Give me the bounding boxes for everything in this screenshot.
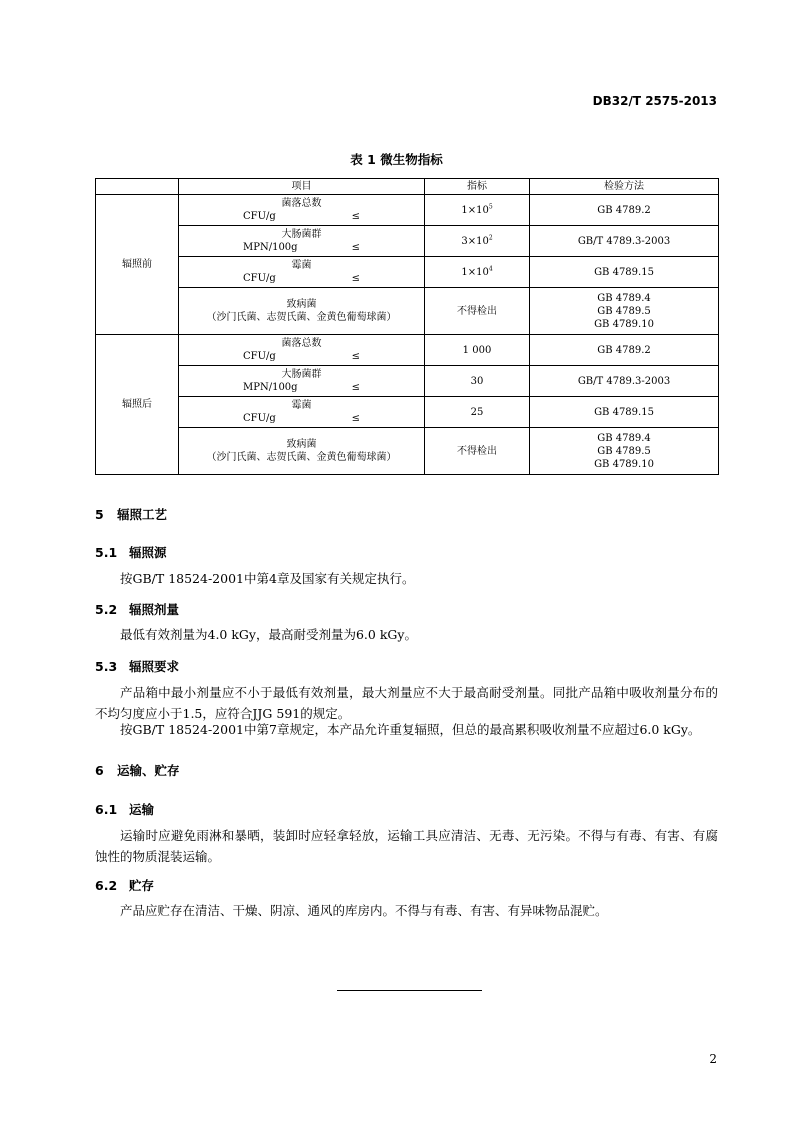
item-name: 大肠菌群 [281, 229, 322, 240]
section-heading-6: 6 运输、贮存 [95, 763, 180, 778]
section-heading-5-3: 5.3 辐照要求 [95, 659, 180, 674]
item-operator: ≤ [351, 211, 360, 222]
item-name: 菌落总数 [281, 198, 322, 209]
item-name: 大肠菌群 [281, 369, 322, 380]
section-heading-5-2: 5.2 辐照剂量 [95, 602, 180, 617]
page-number: 2 [709, 1052, 717, 1066]
method-cell: GB 4789.15 [530, 257, 719, 288]
method-cell: GB/T 4789.3-2003 [530, 366, 719, 397]
section-heading-6-1: 6.1 运输 [95, 802, 155, 817]
method-cell: GB 4789.2 [530, 195, 719, 226]
item-subname: （沙门氏菌、志贺氏菌、金黄色葡萄球菌） [206, 452, 397, 463]
microbial-index-table [95, 178, 719, 475]
item-name: 致病菌 [286, 439, 317, 450]
index-value: 不得检出 [425, 288, 530, 335]
paragraph: 按GB/T 18524-2001中第7章规定，本产品允许重复辐照，但总的最高累积吸收剂量不应超过6.0 kGy。 [120, 722, 701, 737]
method-cell: GB 4789.4 GB 4789.5 GB 4789.10 [530, 288, 719, 335]
end-rule [337, 990, 482, 991]
index-value: $1\times 10^4$ [425, 257, 530, 288]
table-row [96, 226, 719, 257]
item-unit: MPN/100g [243, 242, 298, 253]
item-name: 致病菌 [286, 299, 317, 310]
item-subname: （沙门氏菌、志贺氏菌、金黄色葡萄球菌） [206, 312, 397, 323]
item-name: 菌落总数 [281, 338, 322, 349]
table-header-row [96, 179, 719, 195]
item-cell [179, 335, 425, 366]
item-operator: ≤ [351, 242, 360, 253]
index-value: 1 000 [425, 335, 530, 366]
item-unit: MPN/100g [243, 382, 298, 393]
item-operator: ≤ [351, 273, 360, 284]
item-cell [179, 428, 425, 475]
index-value: $1\times 10^5$ [425, 195, 530, 226]
method-cell: GB 4789.15 [530, 397, 719, 428]
table-row [96, 397, 719, 428]
item-cell [179, 195, 425, 226]
paragraph: 按GB/T 18524-2001中第4章及国家有关规定执行。 [120, 571, 415, 586]
group-label: 辐照前 [96, 195, 179, 335]
item-name: 霉菌 [291, 400, 312, 411]
item-cell [179, 226, 425, 257]
table-row [96, 195, 719, 226]
table-row [96, 257, 719, 288]
table-row [96, 288, 719, 335]
item-cell [179, 257, 425, 288]
group-label: 辐照后 [96, 335, 179, 475]
paragraph: 产品箱中最小剂量应不小于最低有效剂量，最大剂量应不大于最高耐受剂量。同批产品箱中吸收剂量分布的不均匀度应小于1.5，应符合JJG 591的规定。 [95, 685, 718, 721]
item-name: 霉菌 [291, 260, 312, 271]
index-value: $3\times 10^2$ [425, 226, 530, 257]
header-empty [96, 179, 179, 195]
paragraph: 最低有效剂量为4.0 kGy，最高耐受剂量为6.0 kGy。 [120, 627, 417, 642]
method-cell: GB 4789.4 GB 4789.5 GB 4789.10 [530, 428, 719, 475]
item-cell [179, 397, 425, 428]
section-heading-6-2: 6.2 贮存 [95, 878, 155, 893]
item-unit: CFU/g [243, 351, 276, 362]
item-unit: CFU/g [243, 211, 276, 222]
item-cell [179, 366, 425, 397]
section-heading-5-1: 5.1 辐照源 [95, 545, 167, 560]
header-item: 项目 [179, 179, 425, 195]
item-cell [179, 288, 425, 335]
index-value: 不得检出 [425, 428, 530, 475]
document-code: DB32/T 2575-2013 [592, 94, 717, 108]
item-operator: ≤ [351, 351, 360, 362]
item-operator: ≤ [351, 382, 360, 393]
item-unit: CFU/g [243, 273, 276, 284]
method-cell: GB 4789.2 [530, 335, 719, 366]
item-unit: CFU/g [243, 413, 276, 424]
paragraph: 运输时应避免雨淋和暴晒，装卸时应轻拿轻放，运输工具应清洁、无毒、无污染。不得与有毒、有害、有腐蚀性的物质混装运输。 [95, 828, 718, 864]
header-method: 检验方法 [530, 179, 719, 195]
table-row [96, 428, 719, 475]
index-value: 30 [425, 366, 530, 397]
method-cell: GB/T 4789.3-2003 [530, 226, 719, 257]
section-heading-5: 5 辐照工艺 [95, 507, 168, 522]
table-row [96, 366, 719, 397]
item-operator: ≤ [351, 413, 360, 424]
paragraph: 产品应贮存在清洁、干燥、阴凉、通风的库房内。不得与有毒、有害、有异味物品混贮。 [120, 903, 608, 918]
index-value: 25 [425, 397, 530, 428]
table-title: 表 1 微生物指标 [350, 152, 443, 167]
table-row [96, 335, 719, 366]
header-index: 指标 [425, 179, 530, 195]
